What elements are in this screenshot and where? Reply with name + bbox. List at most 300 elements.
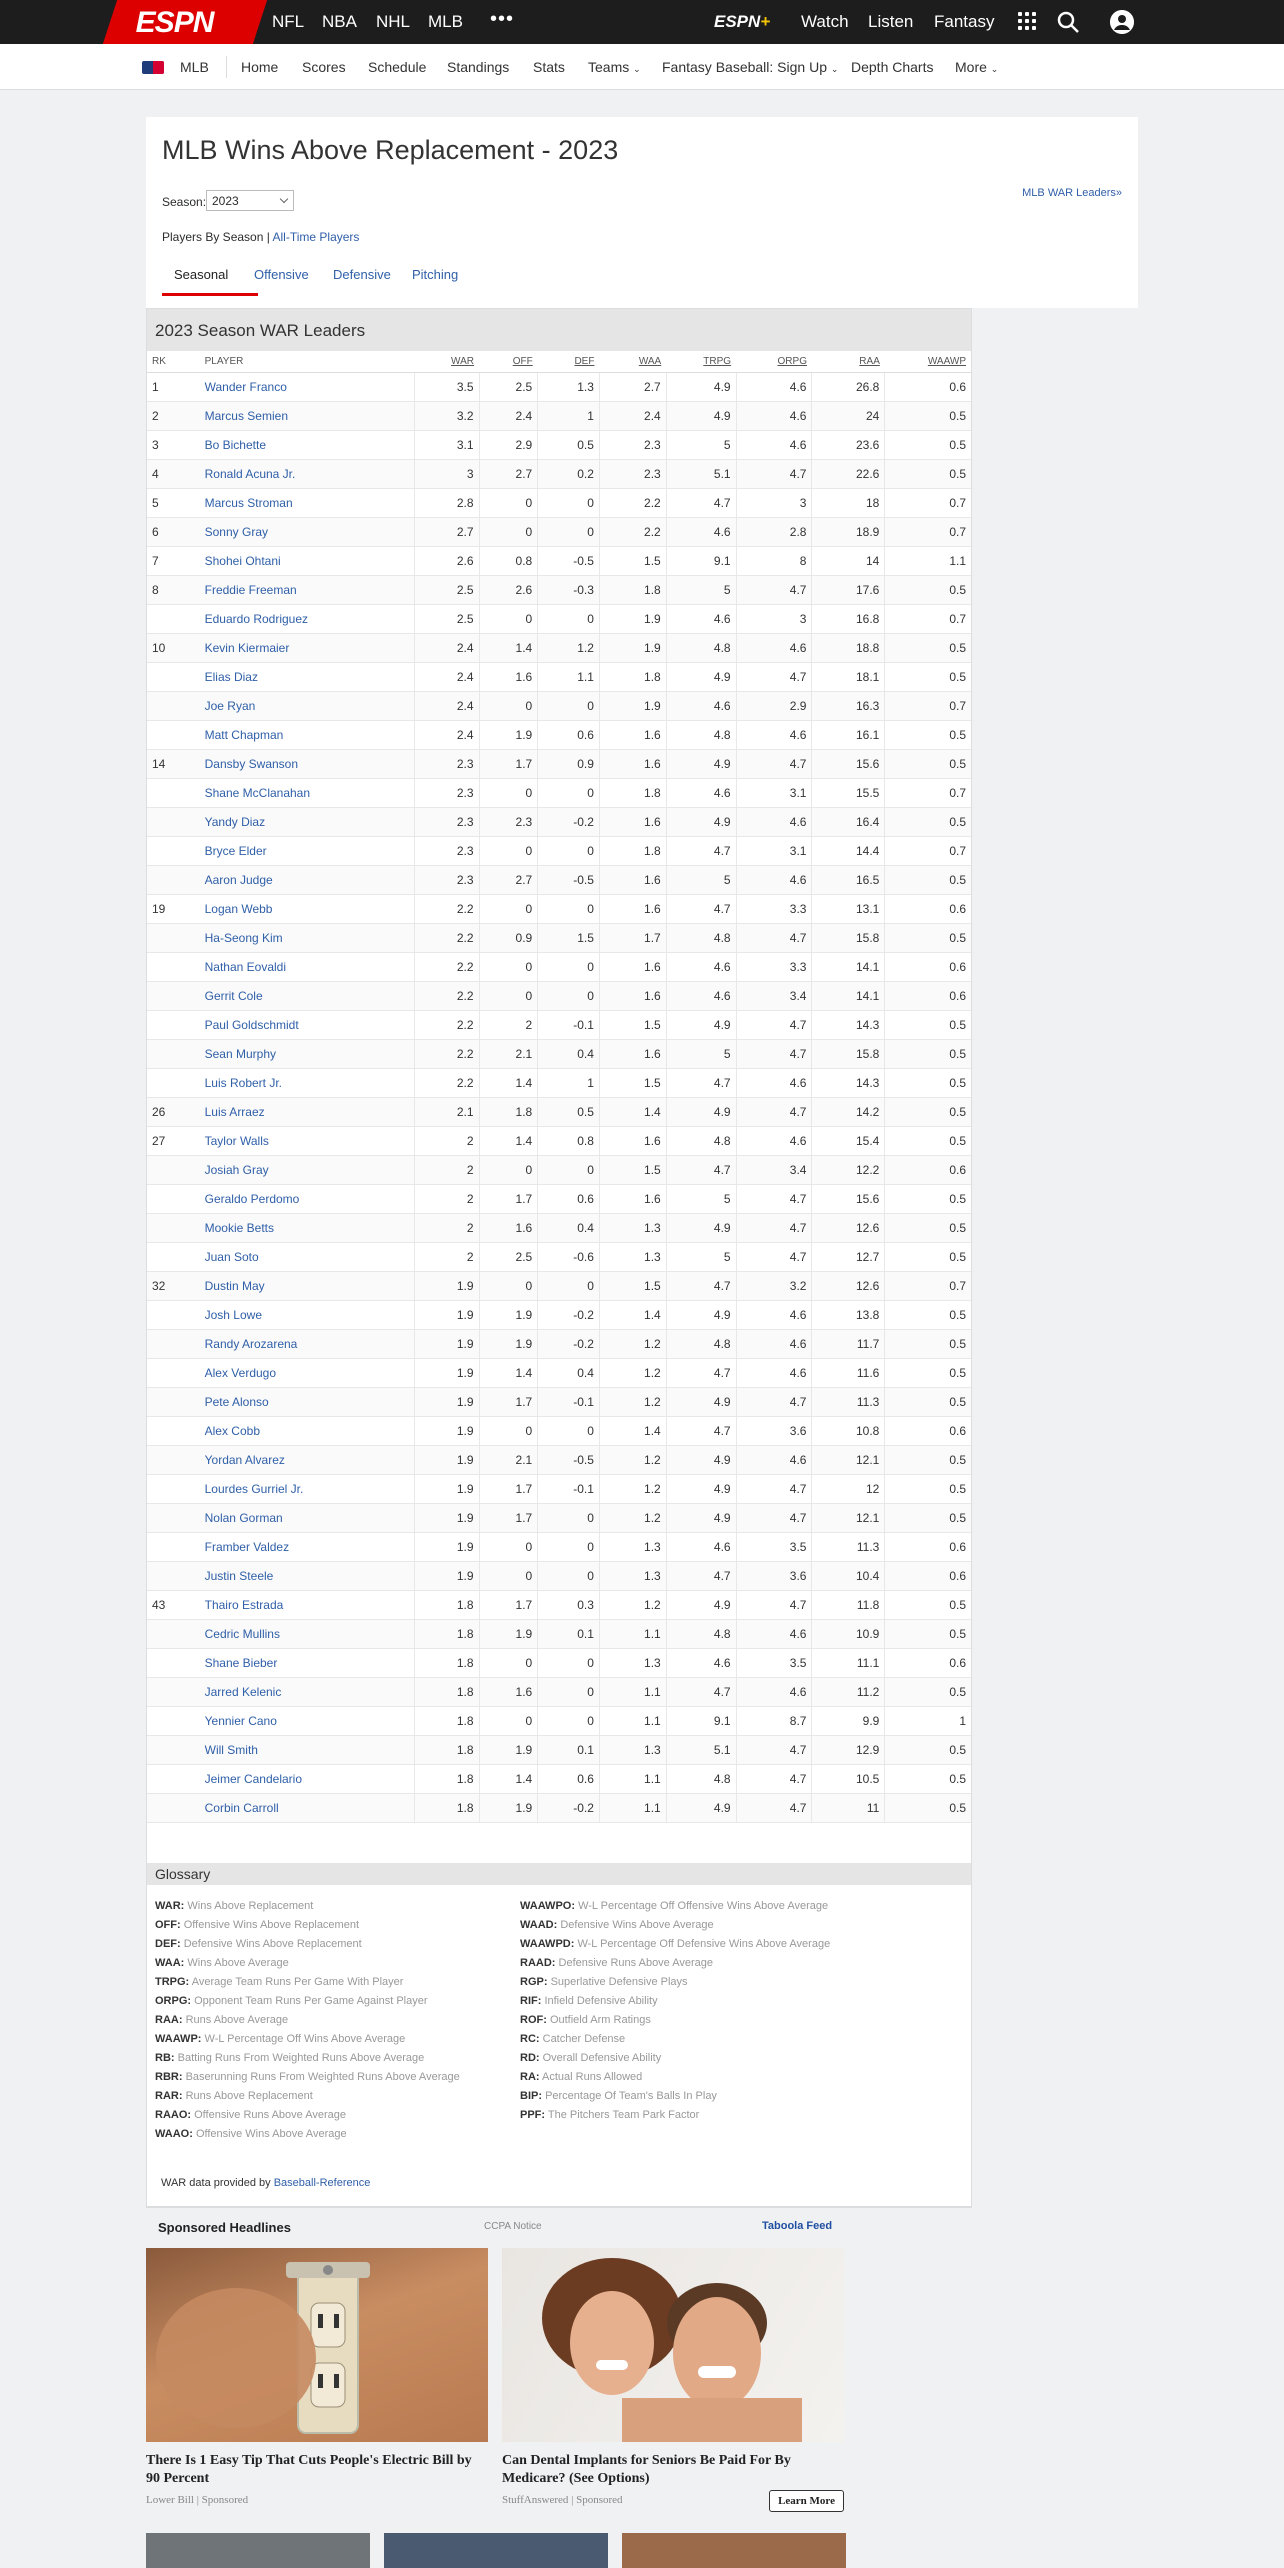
table-cell: 5 [147, 488, 200, 517]
table-cell: 3.1 [414, 430, 479, 459]
table-cell: 15.6 [812, 749, 885, 778]
table-cell: 18 [812, 488, 885, 517]
table-cell [147, 1532, 200, 1561]
table-cell: 17.6 [812, 575, 885, 604]
sub-nav [0, 44, 1284, 90]
table-cell: 1.9 [414, 1445, 479, 1474]
player-link[interactable]: Marcus Semien [200, 401, 415, 430]
player-link[interactable]: Luis Robert Jr. [200, 1068, 415, 1097]
subnav-standings[interactable]: Standings [447, 59, 510, 75]
learn-more-button[interactable]: Learn More [769, 2490, 844, 2512]
table-cell: 4.6 [736, 865, 812, 894]
table-cell [147, 1213, 200, 1242]
subnav-depth-charts[interactable]: Depth Charts [851, 59, 934, 75]
table-row [147, 1735, 971, 1764]
table-cell: 2.2 [414, 1039, 479, 1068]
table-cell: 1.2 [599, 1329, 666, 1358]
table-cell: 2.2 [414, 894, 479, 923]
table-cell: 2 [414, 1155, 479, 1184]
table-cell: 2.2 [414, 981, 479, 1010]
tab-seasonal[interactable]: Seasonal [174, 267, 229, 282]
table-cell: 2.6 [479, 575, 538, 604]
table-cell [147, 1300, 200, 1329]
glossary-entry [520, 1954, 830, 1973]
table-cell [147, 1184, 200, 1213]
table-cell: 0 [479, 691, 538, 720]
col-orpg[interactable]: ORPG [736, 351, 812, 372]
player-link[interactable]: Pete Alonso [200, 1387, 415, 1416]
glossary-term: BIP: [520, 2090, 542, 2102]
table-cell: 1.7 [479, 1590, 538, 1619]
ad-card-dental[interactable] [502, 2248, 844, 2507]
player-link[interactable]: Josh Lowe [200, 1300, 415, 1329]
ad-thumbnail[interactable] [146, 2533, 370, 2568]
table-cell: 43 [147, 1590, 200, 1619]
glossary-entry [155, 1897, 460, 1916]
table-cell [147, 865, 200, 894]
nav-listen[interactable]: Listen [868, 12, 914, 31]
all-time-players-link[interactable]: All-Time Players [272, 230, 360, 244]
table-cell: 2.7 [479, 865, 538, 894]
table-cell: 0.5 [885, 1242, 971, 1271]
glossary-entry [155, 1992, 460, 2011]
table-cell: 3.6 [736, 1416, 812, 1445]
tab-pitching[interactable]: Pitching [412, 267, 459, 282]
table-cell: 7 [147, 546, 200, 575]
table-cell: 0.5 [885, 1387, 971, 1416]
table-cell: 1.8 [414, 1764, 479, 1793]
table-cell: 4.7 [736, 1387, 812, 1416]
subnav-league[interactable]: MLB [180, 59, 209, 75]
table-cell [147, 691, 200, 720]
more-sports-icon[interactable]: ••• [490, 8, 515, 30]
table-cell: 1.8 [414, 1706, 479, 1735]
glossary-definition: Runs Above Replacement [185, 2090, 313, 2102]
table-cell: 0.5 [885, 430, 971, 459]
table-cell: 0.6 [885, 1532, 971, 1561]
glossary-term: RAAO: [155, 2109, 192, 2121]
table-cell: 11.7 [812, 1329, 885, 1358]
glossary-term: OFF: [155, 1919, 181, 1931]
table-header-row [147, 351, 971, 372]
glossary-term: RAR: [155, 2090, 183, 2102]
table-cell [147, 604, 200, 633]
table-cell: 16.4 [812, 807, 885, 836]
table-cell: 1.6 [599, 807, 666, 836]
glossary-entry [155, 2106, 460, 2125]
player-link[interactable]: Shane Bieber [200, 1648, 415, 1677]
table-cell: 9.9 [812, 1706, 885, 1735]
player-link[interactable]: Dansby Swanson [200, 749, 415, 778]
glossary-entry [155, 2068, 460, 2087]
table-cell [147, 1010, 200, 1039]
nav-nba[interactable]: NBA [322, 12, 357, 31]
player-link[interactable]: Taylor Walls [200, 1126, 415, 1155]
table-cell: 1.9 [479, 1735, 538, 1764]
table-cell: 0 [479, 1561, 538, 1590]
player-link[interactable]: Yordan Alvarez [200, 1445, 415, 1474]
nav-nhl[interactable]: NHL [376, 12, 411, 31]
table-cell: 1.9 [599, 633, 666, 662]
table-cell: 1.9 [479, 1329, 538, 1358]
player-link[interactable]: Freddie Freeman [200, 575, 415, 604]
player-link[interactable]: Matt Chapman [200, 720, 415, 749]
table-cell: 1.2 [538, 633, 600, 662]
table-cell: 4.7 [736, 1793, 812, 1822]
taboola-feed-logo[interactable]: Taboola Feed [762, 2220, 833, 2232]
glossary-definition: Overall Defensive Ability [542, 2052, 662, 2064]
table-cell: 1.7 [479, 1184, 538, 1213]
table-cell: 15.5 [812, 778, 885, 807]
player-link[interactable]: Ronald Acuna Jr. [200, 459, 415, 488]
nav-nfl[interactable]: NFL [272, 12, 305, 31]
table-cell: 0.5 [885, 720, 971, 749]
table-cell: 1.6 [479, 1213, 538, 1242]
table-cell: 5 [666, 430, 736, 459]
table-cell: 2 [479, 1010, 538, 1039]
glossary-definition: Wins Above Average [187, 1957, 289, 1969]
table-cell: 3.1 [736, 778, 812, 807]
glossary-definition: Defensive Wins Above Average [560, 1919, 714, 1931]
chevron-down-icon: ⌄ [830, 64, 839, 74]
subnav-fantasy-signup[interactable] [662, 59, 838, 75]
table-cell: 1.5 [599, 1271, 666, 1300]
table-cell: 4.7 [736, 459, 812, 488]
table-cell: 0 [538, 836, 600, 865]
table-cell: 0 [538, 1155, 600, 1184]
table-cell [147, 1793, 200, 1822]
player-link[interactable]: Kevin Kiermaier [200, 633, 415, 662]
table-cell: 0 [479, 778, 538, 807]
ad-image-outlet[interactable] [146, 2248, 488, 2442]
table-cell: 4.6 [666, 1648, 736, 1677]
table-cell: 2.3 [414, 836, 479, 865]
subnav-home[interactable]: Home [241, 59, 279, 75]
col-def[interactable]: DEF [538, 351, 600, 372]
espn-plus-text: ESPN [714, 12, 761, 31]
player-link[interactable]: Eduardo Rodriguez [200, 604, 415, 633]
glossary-definition: Opponent Team Runs Per Game Against Player [194, 1995, 428, 2007]
table-cell: 4.7 [666, 894, 736, 923]
table-cell: 1.9 [479, 1300, 538, 1329]
table-cell: 15.4 [812, 1126, 885, 1155]
player-link[interactable]: Thairo Estrada [200, 1590, 415, 1619]
table-cell: 16.8 [812, 604, 885, 633]
player-link[interactable]: Mookie Betts [200, 1213, 415, 1242]
glossary-entry [520, 1935, 830, 1954]
glossary-entry [520, 1897, 830, 1916]
table-cell: 14.3 [812, 1010, 885, 1039]
subnav-scores[interactable]: Scores [302, 59, 346, 75]
player-link[interactable]: Bo Bichette [200, 430, 415, 459]
active-tab-indicator [162, 293, 258, 296]
player-link[interactable]: Gerrit Cole [200, 981, 415, 1010]
subnav-teams[interactable] [588, 59, 641, 75]
tab-defensive[interactable]: Defensive [333, 267, 391, 282]
table-cell: 4.8 [666, 633, 736, 662]
table-cell: 1.6 [599, 1039, 666, 1068]
table-cell: 1 [147, 372, 200, 401]
table-cell: 0.5 [885, 1503, 971, 1532]
table-cell: 4.8 [666, 923, 736, 952]
player-link[interactable]: Alex Cobb [200, 1416, 415, 1445]
table-cell: 0 [479, 1416, 538, 1445]
table-cell: 4.7 [736, 1242, 812, 1271]
espn-logo[interactable] [103, 0, 267, 44]
table-cell: 4.7 [736, 1097, 812, 1126]
table-cell: 1.3 [599, 1532, 666, 1561]
glossary-term: RBR: [155, 2071, 183, 2083]
glossary-definition: Defensive Wins Above Replacement [183, 1938, 362, 1950]
table-cell: 1.1 [599, 1764, 666, 1793]
apps-grid-icon[interactable] [1018, 12, 1036, 30]
ad-thumbnail[interactable] [384, 2533, 608, 2568]
table-cell: 0.4 [538, 1039, 600, 1068]
table-cell: 0 [538, 517, 600, 546]
player-link[interactable]: Shohei Ohtani [200, 546, 415, 575]
table-row [147, 981, 971, 1010]
player-link[interactable]: Framber Valdez [200, 1532, 415, 1561]
table-cell: 0.7 [885, 1271, 971, 1300]
table-cell: 2.1 [479, 1039, 538, 1068]
table-cell: 2.8 [736, 517, 812, 546]
glossary-term: TRPG: [155, 1976, 190, 1988]
glossary-definition: Percentage Of Team's Balls In Play [545, 2090, 717, 2102]
ad-title[interactable]: There Is 1 Easy Tip That Cuts People's Electric Bill by 90 Percent [146, 2453, 472, 2486]
table-cell: 2.2 [414, 1010, 479, 1039]
table-cell: 4.9 [666, 1793, 736, 1822]
table-cell: 1.9 [479, 1793, 538, 1822]
player-link[interactable]: Aaron Judge [200, 865, 415, 894]
player-link[interactable]: Nolan Gorman [200, 1503, 415, 1532]
table-cell: 4.8 [666, 1764, 736, 1793]
table-row [147, 894, 971, 923]
ccpa-notice-link[interactable]: CCPA Notice [484, 2221, 542, 2232]
table-cell: 24 [812, 401, 885, 430]
table-cell: 1.4 [479, 1764, 538, 1793]
table-cell: 15.8 [812, 923, 885, 952]
table-cell: 0 [479, 488, 538, 517]
players-by-season-label: Players By Season | [162, 230, 270, 244]
player-link[interactable]: Jarred Kelenic [200, 1677, 415, 1706]
table-cell: 3.6 [736, 1561, 812, 1590]
war-leaders-link[interactable]: MLB WAR Leaders» [1022, 187, 1122, 199]
ad-title[interactable]: Can Dental Implants for Seniors Be Paid For By Medicare? (See Options) [502, 2453, 791, 2486]
table-cell: 0.8 [479, 546, 538, 575]
glossary-definition: Offensive Wins Above Average [195, 2128, 347, 2140]
table-cell [147, 807, 200, 836]
player-link[interactable]: Logan Webb [200, 894, 415, 923]
table-cell: -0.5 [538, 546, 600, 575]
glossary [146, 1863, 972, 2207]
player-link[interactable]: Paul Goldschmidt [200, 1010, 415, 1039]
table-cell: 1.8 [479, 1097, 538, 1126]
table-row [147, 1068, 971, 1097]
table-cell: 1.7 [479, 749, 538, 778]
table-cell: 2.5 [479, 372, 538, 401]
subnav-stats[interactable]: Stats [533, 59, 565, 75]
subnav-schedule[interactable]: Schedule [368, 59, 427, 75]
table-cell: 0.5 [885, 1068, 971, 1097]
table-cell: 11.3 [812, 1532, 885, 1561]
player-link[interactable]: Juan Soto [200, 1242, 415, 1271]
table-cell [147, 1503, 200, 1532]
table-cell: 0.5 [885, 923, 971, 952]
player-link[interactable]: Corbin Carroll [200, 1793, 415, 1822]
table-cell: 1.5 [599, 1010, 666, 1039]
table-cell: 1.6 [599, 894, 666, 923]
table-cell: 0 [479, 1532, 538, 1561]
glossary-entry [155, 2030, 460, 2049]
table-cell: 1.8 [414, 1648, 479, 1677]
table-cell: 14 [812, 546, 885, 575]
player-link[interactable]: Nathan Eovaldi [200, 952, 415, 981]
table-cell: 13.1 [812, 894, 885, 923]
table-cell [147, 1155, 200, 1184]
table-cell: 0.6 [538, 720, 600, 749]
subnav-more[interactable] [955, 59, 998, 75]
glossary-definition: W-L Percentage Off Wins Above Average [204, 2033, 406, 2045]
table-cell: 1.7 [479, 1387, 538, 1416]
player-link[interactable]: Wander Franco [200, 372, 415, 401]
table-cell: 18.8 [812, 633, 885, 662]
baseball-reference-link[interactable]: Baseball-Reference [273, 2177, 371, 2189]
table-cell: 12.7 [812, 1242, 885, 1271]
table-row [147, 691, 971, 720]
table-cell: 2.3 [414, 749, 479, 778]
table-cell: 1.3 [599, 1735, 666, 1764]
col-waa[interactable]: WAA [599, 351, 666, 372]
col-raa[interactable]: RAA [812, 351, 885, 372]
table-cell: 1.7 [479, 1503, 538, 1532]
table-cell: 8.7 [736, 1706, 812, 1735]
player-link[interactable]: Randy Arozarena [200, 1329, 415, 1358]
table-cell: 4.6 [736, 807, 812, 836]
table-row [147, 459, 971, 488]
table-cell: 4.6 [736, 1619, 812, 1648]
ad-image-couple[interactable] [502, 2248, 844, 2442]
player-link[interactable]: Geraldo Perdomo [200, 1184, 415, 1213]
player-link[interactable]: Elias Diaz [200, 662, 415, 691]
col-trpg[interactable]: TRPG [666, 351, 736, 372]
table-cell: 4.7 [736, 1474, 812, 1503]
table-cell: 4.8 [666, 1329, 736, 1358]
player-link[interactable]: Joe Ryan [200, 691, 415, 720]
player-link[interactable]: Dustin May [200, 1271, 415, 1300]
table-cell: 2.3 [414, 778, 479, 807]
table-cell [147, 981, 200, 1010]
table-cell: 0.5 [885, 1329, 971, 1358]
table-cell: -0.2 [538, 1300, 600, 1329]
table-cell: 4.9 [666, 1213, 736, 1242]
table-cell: 1.6 [479, 1677, 538, 1706]
table-cell: 0.5 [885, 1474, 971, 1503]
table-cell: 1.3 [599, 1213, 666, 1242]
player-link[interactable]: Alex Verdugo [200, 1358, 415, 1387]
table-cell: 32 [147, 1271, 200, 1300]
table-cell: 4.6 [736, 1126, 812, 1155]
user-account-icon[interactable] [1110, 10, 1134, 34]
table-cell: 12.1 [812, 1503, 885, 1532]
espn-plus-logo[interactable] [714, 12, 770, 32]
table-cell: 8 [147, 575, 200, 604]
table-cell: 4.7 [666, 1561, 736, 1590]
ad-thumbnail[interactable] [622, 2533, 846, 2568]
season-select[interactable] [206, 190, 294, 211]
nav-fantasy[interactable]: Fantasy [934, 12, 995, 31]
table-cell: 0.1 [538, 1619, 600, 1648]
col-waawp[interactable]: WAAWP [885, 351, 971, 372]
table-cell: 4.7 [736, 1735, 812, 1764]
table-cell: 0.5 [885, 1097, 971, 1126]
player-link[interactable]: Cedric Mullins [200, 1619, 415, 1648]
glossary-entry [155, 1916, 460, 1935]
table-cell: 0.7 [885, 691, 971, 720]
table-cell: 4.6 [666, 981, 736, 1010]
col-off[interactable]: OFF [479, 351, 538, 372]
table-cell: 0.7 [885, 488, 971, 517]
table-cell: 12.9 [812, 1735, 885, 1764]
nav-mlb[interactable]: MLB [428, 12, 463, 31]
player-link[interactable]: Will Smith [200, 1735, 415, 1764]
table-cell: 10.5 [812, 1764, 885, 1793]
player-link[interactable]: Luis Arraez [200, 1097, 415, 1126]
tab-offensive[interactable]: Offensive [254, 267, 309, 282]
table-cell [147, 778, 200, 807]
nav-watch[interactable]: Watch [801, 12, 849, 31]
table-cell: 4.6 [666, 604, 736, 633]
search-icon[interactable] [1056, 10, 1080, 34]
table-cell: 5 [666, 1242, 736, 1271]
table-cell: 11 [812, 1793, 885, 1822]
table-cell: 0 [538, 691, 600, 720]
table-cell: 0.5 [538, 1097, 600, 1126]
table-cell: 18.9 [812, 517, 885, 546]
player-link[interactable]: Shane McClanahan [200, 778, 415, 807]
player-link[interactable]: Ha-Seong Kim [200, 923, 415, 952]
player-link[interactable]: Josiah Gray [200, 1155, 415, 1184]
table-cell [147, 1677, 200, 1706]
table-cell: 2 [414, 1213, 479, 1242]
player-link[interactable]: Yennier Cano [200, 1706, 415, 1735]
table-cell: 0.5 [885, 1213, 971, 1242]
table-cell: 12.6 [812, 1213, 885, 1242]
player-link[interactable]: Yandy Diaz [200, 807, 415, 836]
player-link[interactable]: Marcus Stroman [200, 488, 415, 517]
table-cell [147, 836, 200, 865]
table-cell: 8 [736, 546, 812, 575]
ad-card-electric[interactable] [146, 2248, 488, 2506]
table-cell: 0.7 [885, 836, 971, 865]
table-cell: 0.5 [885, 1677, 971, 1706]
player-link[interactable]: Sonny Gray [200, 517, 415, 546]
player-link[interactable]: Bryce Elder [200, 836, 415, 865]
table-cell: 2.5 [414, 575, 479, 604]
table-cell: 1.6 [599, 952, 666, 981]
table-cell: 2 [414, 1126, 479, 1155]
player-link[interactable]: Sean Murphy [200, 1039, 415, 1068]
table-cell: 1 [538, 401, 600, 430]
player-link[interactable]: Lourdes Gurriel Jr. [200, 1474, 415, 1503]
player-link[interactable]: Justin Steele [200, 1561, 415, 1590]
table-cell: 1.6 [599, 1184, 666, 1213]
player-link[interactable]: Jeimer Candelario [200, 1764, 415, 1793]
table-cell: 22.6 [812, 459, 885, 488]
col-war[interactable]: WAR [414, 351, 479, 372]
table-cell: 27 [147, 1126, 200, 1155]
table-cell: 1.2 [599, 1358, 666, 1387]
glossary-entry [520, 2106, 830, 2125]
